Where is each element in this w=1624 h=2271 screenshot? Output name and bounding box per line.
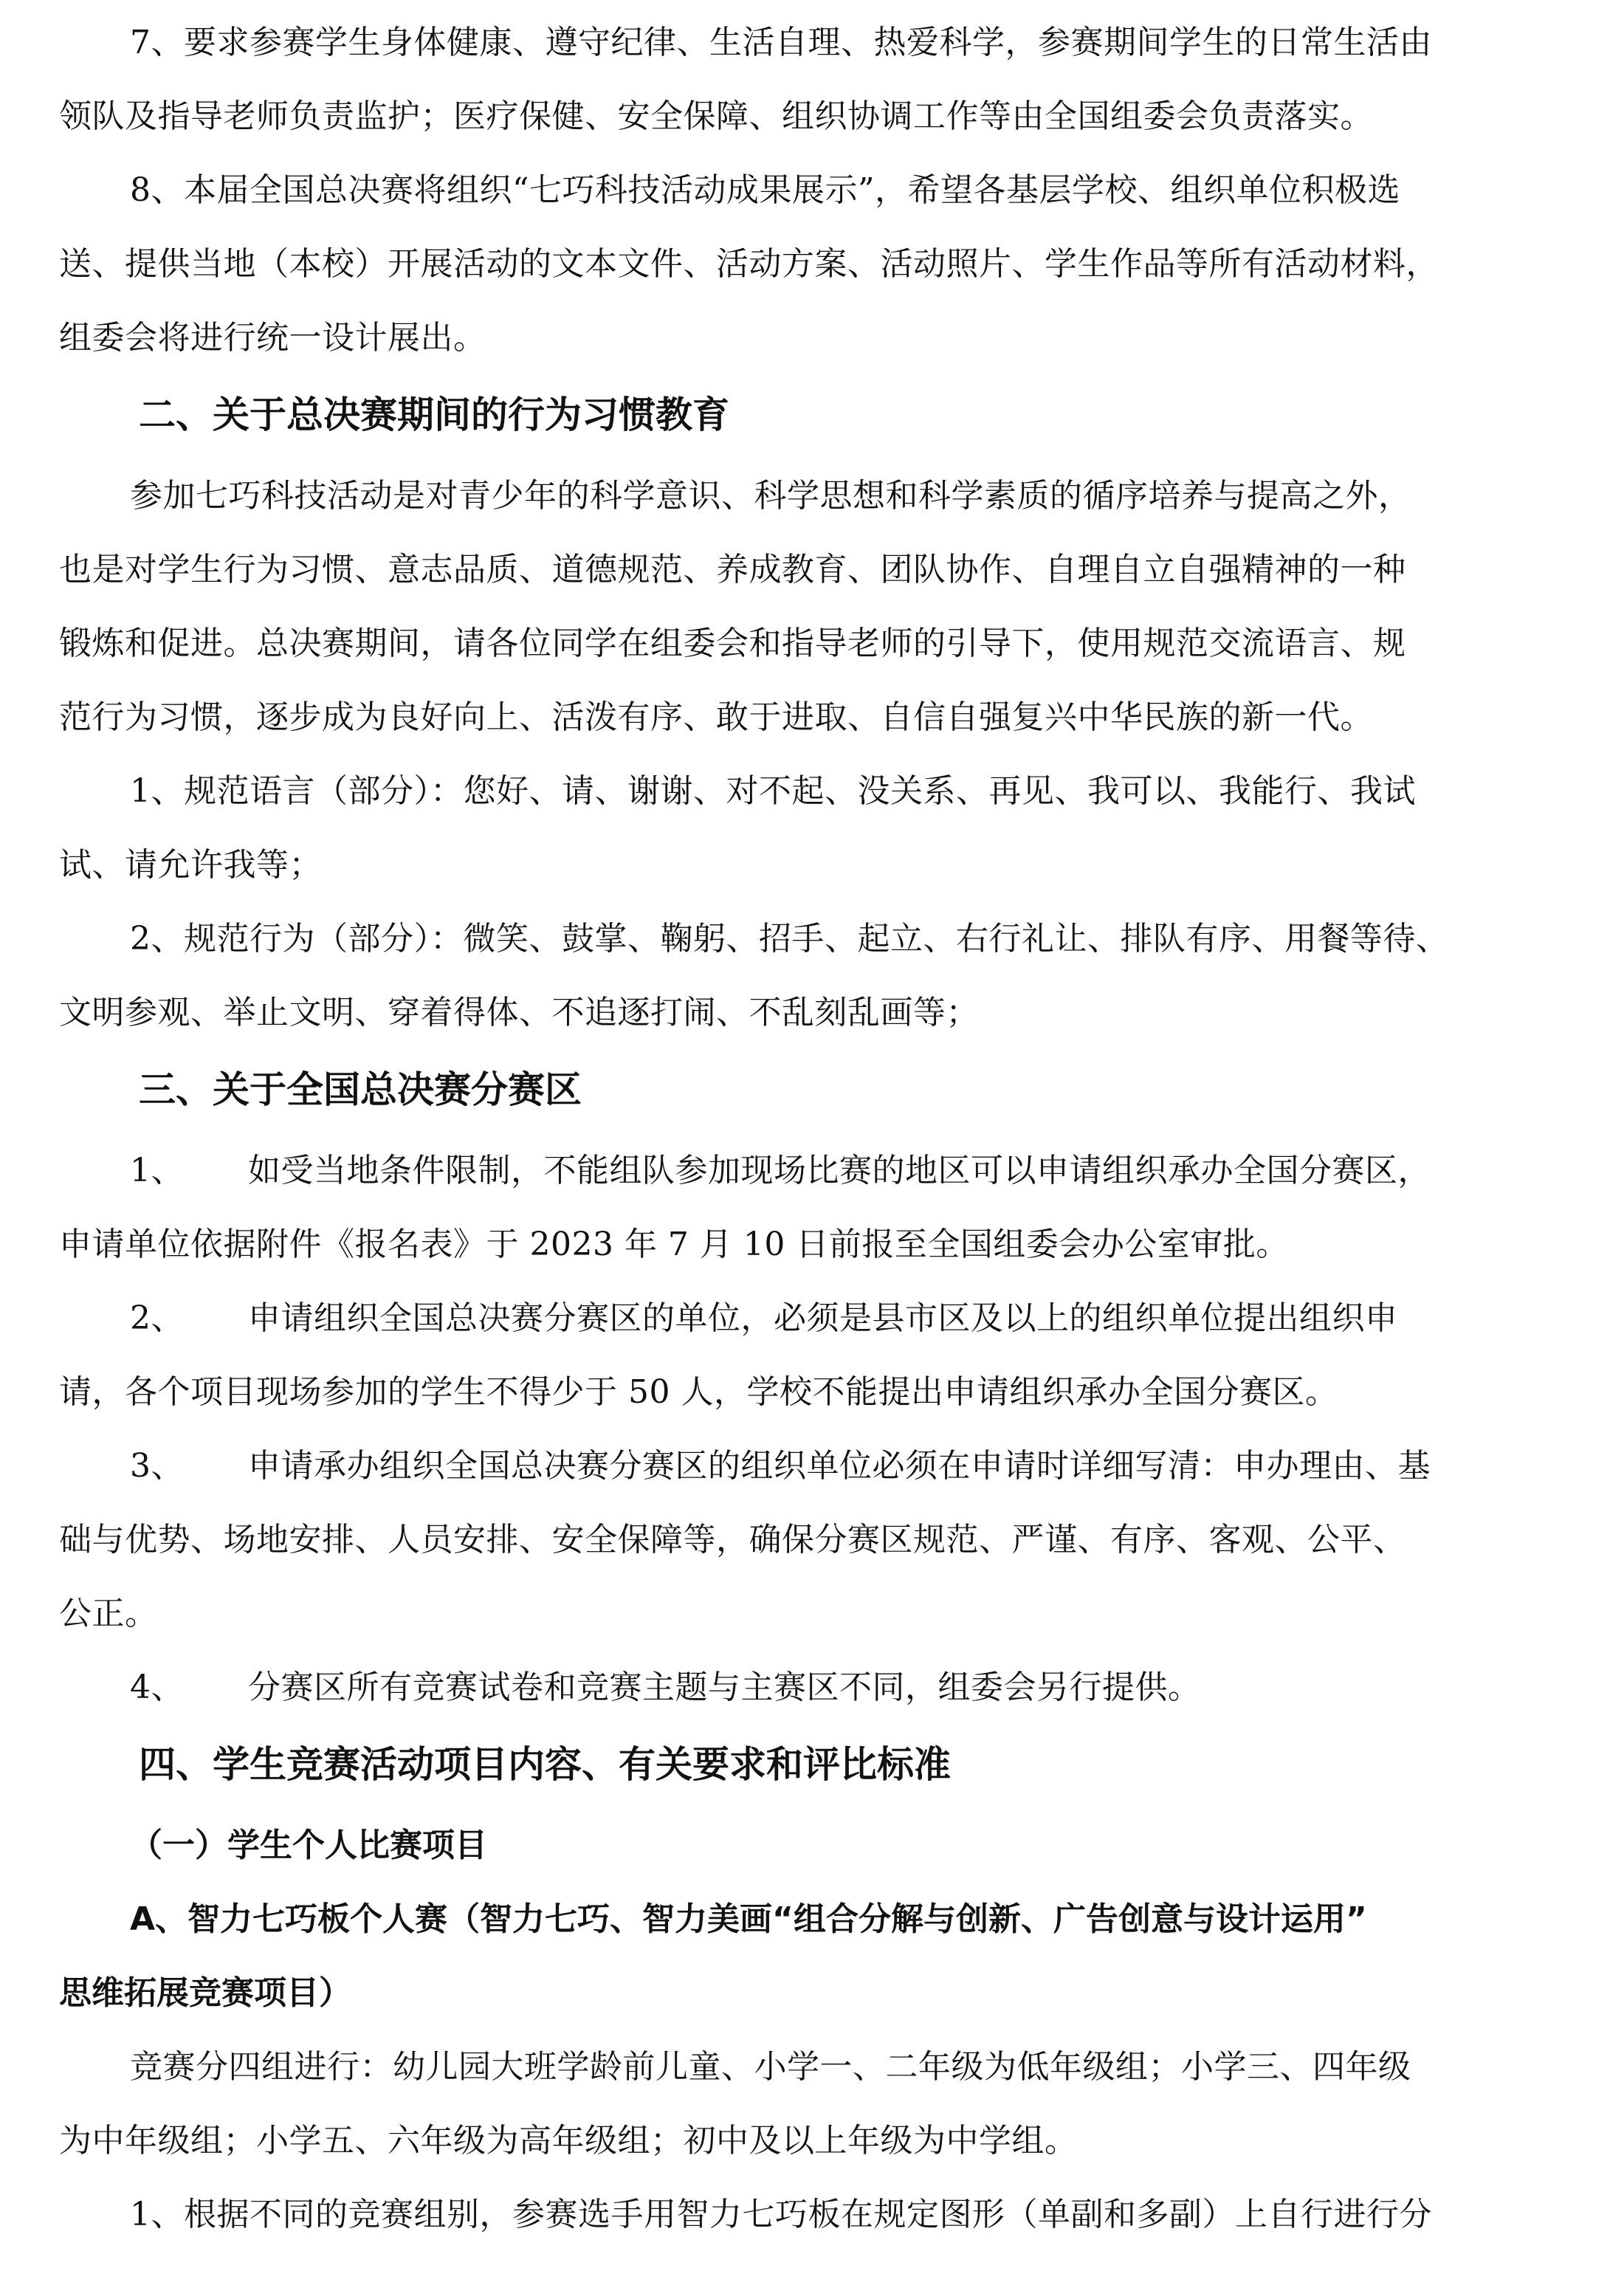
section-2-intro-line-1: 参加七巧科技活动是对青少年的科学意识、科学思想和科学素质的循序培养与提高之外， [130,477,1411,515]
section-3-item-2-line-2: 请，各个项目现场参加的学生不得少于 50 人，学校不能提出申请组织承办全国分赛区。 [59,1373,1338,1411]
section-2-item-2-line-1: 2、规范行为（部分）：微笑、鼓掌、鞠躬、招手、起立、右行礼让、排队有序、用餐等待、 [130,920,1449,958]
section-4-groups-line-2: 为中年级组；小学五、六年级为高年级组；初中及以上年级为中学组。 [59,2122,1078,2160]
section-2-item-2-line-2: 文明参观、举止文明、穿着得体、不追逐打闹、不乱刻乱画等； [59,994,979,1031]
section-2-item-1-line-1: 1、规范语言（部分）：您好、请、谢谢、对不起、没关系、再见、我可以、我能行、我试 [130,772,1416,810]
item-7-line-2: 领队及指导老师负责监护；医疗保健、安全保障、组织协调工作等由全国组委会负责落实。 [59,97,1373,135]
section-3-item-4-number: 4、 [130,1669,184,1706]
section-3-item-3-line-2: 础与优势、场地安排、人员安排、安全保障等，确保分赛区规范、严谨、有序、客观、公平、 [59,1521,1406,1559]
section-4-groups-line-1: 竞赛分四组进行：幼儿园大班学龄前儿童、小学一、二年级为低年级组；小学三、四年级 [130,2048,1411,2086]
section-4-subheading-a-line-1: A、智力七巧板个人赛（智力七巧、智力美画“组合分解与创新、广告创意与设计运用” [130,1900,1367,1938]
section-4-subheading-a-line-2: 思维拓展竞赛项目） [59,1974,351,2012]
section-2-item-1-line-2: 试、请允许我等； [59,846,322,884]
section-3-item-4-line-1: 分赛区所有竞赛试卷和竞赛主题与主赛区不同，组委会另行提供。 [248,1669,1201,1706]
section-3-item-3-number: 3、 [130,1447,184,1485]
section-2-intro-line-2: 也是对学生行为习惯、意志品质、道德规范、养成教育、团队协作、自理自立自强精神的一种 [59,551,1406,588]
section-4-rule-1-line-1: 1、根据不同的竞赛组别，参赛选手用智力七巧板在规定图形（单副和多副）上自行进行分 [130,2196,1432,2233]
section-3-item-1-line-2: 申请单位依据附件《报名表》于 2023 年 7 月 10 日前报至全国组委会办公室审批。 [59,1226,1289,1263]
section-2-intro-line-3: 锻炼和促进。总决赛期间，请各位同学在组委会和指导老师的引导下，使用规范交流语言、规 [59,625,1406,662]
section-3-item-1-line-1: 如受当地条件限制，不能组队参加现场比赛的地区可以申请组织承办全国分赛区， [248,1152,1431,1189]
section-3-item-3-line-3: 公正。 [59,1595,158,1632]
section-3-item-2-line-1: 申请组织全国总决赛分赛区的单位，必须是县市区及以上的组织单位提出组织申 [248,1299,1398,1337]
section-3-item-3-line-1: 申请承办组织全国总决赛分赛区的组织单位必须在申请时详细写清：申办理由、基 [248,1447,1431,1485]
item-7-line-1: 7、要求参赛学生身体健康、遵守纪律、生活自理、热爱科学，参赛期间学生的日常生活由 [130,24,1432,61]
section-4-heading: 四、学生竞赛活动项目内容、有关要求和评比标准 [139,1743,951,1786]
section-3-item-1-number: 1、 [130,1152,184,1189]
section-2-heading: 二、关于总决赛期间的行为习惯教育 [139,394,729,436]
section-2-intro-line-4: 范行为习惯，逐步成为良好向上、活泼有序、敢于进取、自信自强复兴中华民族的新一代。 [59,698,1373,736]
section-3-item-2-number: 2、 [130,1299,184,1337]
item-8-line-2: 送、提供当地（本校）开展活动的文本文件、活动方案、活动照片、学生作品等所有活动材料， [59,245,1439,283]
item-8-line-1: 8、本届全国总决赛将组织“七巧科技活动成果展示”，希望各基层学校、组织单位积极选 [130,171,1400,209]
item-8-line-3: 组委会将进行统一设计展出。 [59,319,486,357]
section-3-heading: 三、关于全国总决赛分赛区 [139,1068,582,1111]
section-4-subheading-1: （一）学生个人比赛项目 [130,1827,487,1864]
